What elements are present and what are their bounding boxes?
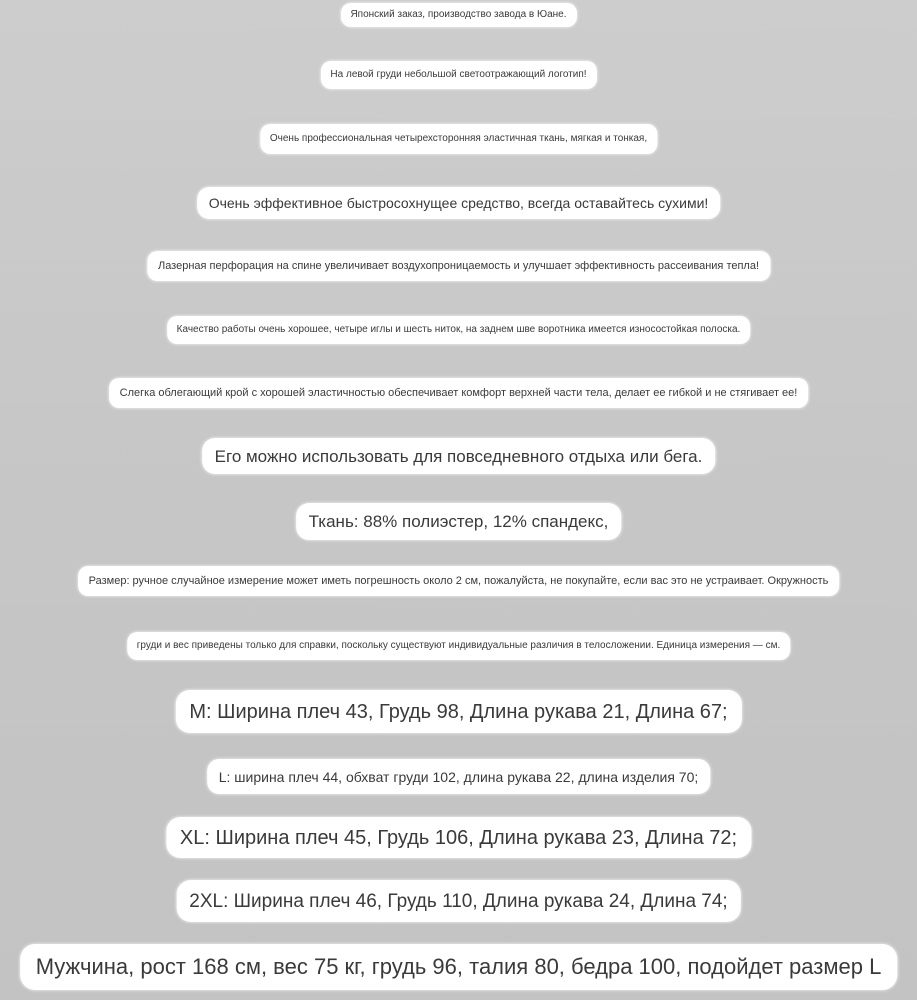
line-size-note-1: Размер: ручное случайное измерение может иметь погрешность около 2 см, пожалуйста, не покупайте, если вас это не устраивает. Окружность: [78, 566, 840, 596]
line-origin: Японский заказ, производство завода в Юане.: [340, 3, 576, 27]
line-composition: Ткань: 88% полиэстер, 12% спандекс,: [296, 503, 622, 540]
line-logo: На левой груди небольшой светоотражающий логотип!: [320, 61, 596, 89]
line-laser-perforation: Лазерная перфорация на спине увеличивает воздухопроницаемость и улучшает эффективность рассеивания тепла!: [147, 251, 770, 281]
line-fabric-stretch: Очень профессиональная четырехсторонняя эластичная ткань, мягкая и тонкая,: [260, 124, 657, 154]
size-row-m: M: Ширина плеч 43, Грудь 98, Длина рукава 21, Длина 67;: [175, 690, 741, 733]
size-row-l: L: ширина плеч 44, обхват груди 102, длина рукава 22, длина изделия 70;: [207, 759, 711, 794]
size-row-xl: XL: Ширина плеч 45, Грудь 106, Длина рукава 23, Длина 72;: [166, 817, 751, 858]
line-usage: Его можно использовать для повседневного отдыха или бега.: [202, 438, 716, 474]
line-fit: Слегка облегающий крой с хорошей эластичностью обеспечивает комфорт верхней части тела, делает ее гибкой и не стягивает ее!: [109, 378, 809, 408]
size-row-2xl: 2XL: Ширина плеч 46, Грудь 110, Длина рукава 24, Длина 74;: [176, 880, 740, 922]
line-size-note-2: груди и вес приведены только для справки, поскольку существуют индивидуальные различия в телосложении. Единица измерения — см.: [127, 632, 791, 660]
model-fit-note: Мужчина, рост 168 см, вес 75 кг, грудь 96, талия 80, бедра 100, подойдет размер L: [20, 944, 898, 990]
line-quick-dry: Очень эффективное быстросохнущее средство, всегда оставайтесь сухими!: [197, 187, 721, 219]
line-workmanship: Качество работы очень хорошее, четыре иглы и шесть ниток, на заднем шве воротника имеется износостойкая полоска.: [167, 316, 751, 344]
